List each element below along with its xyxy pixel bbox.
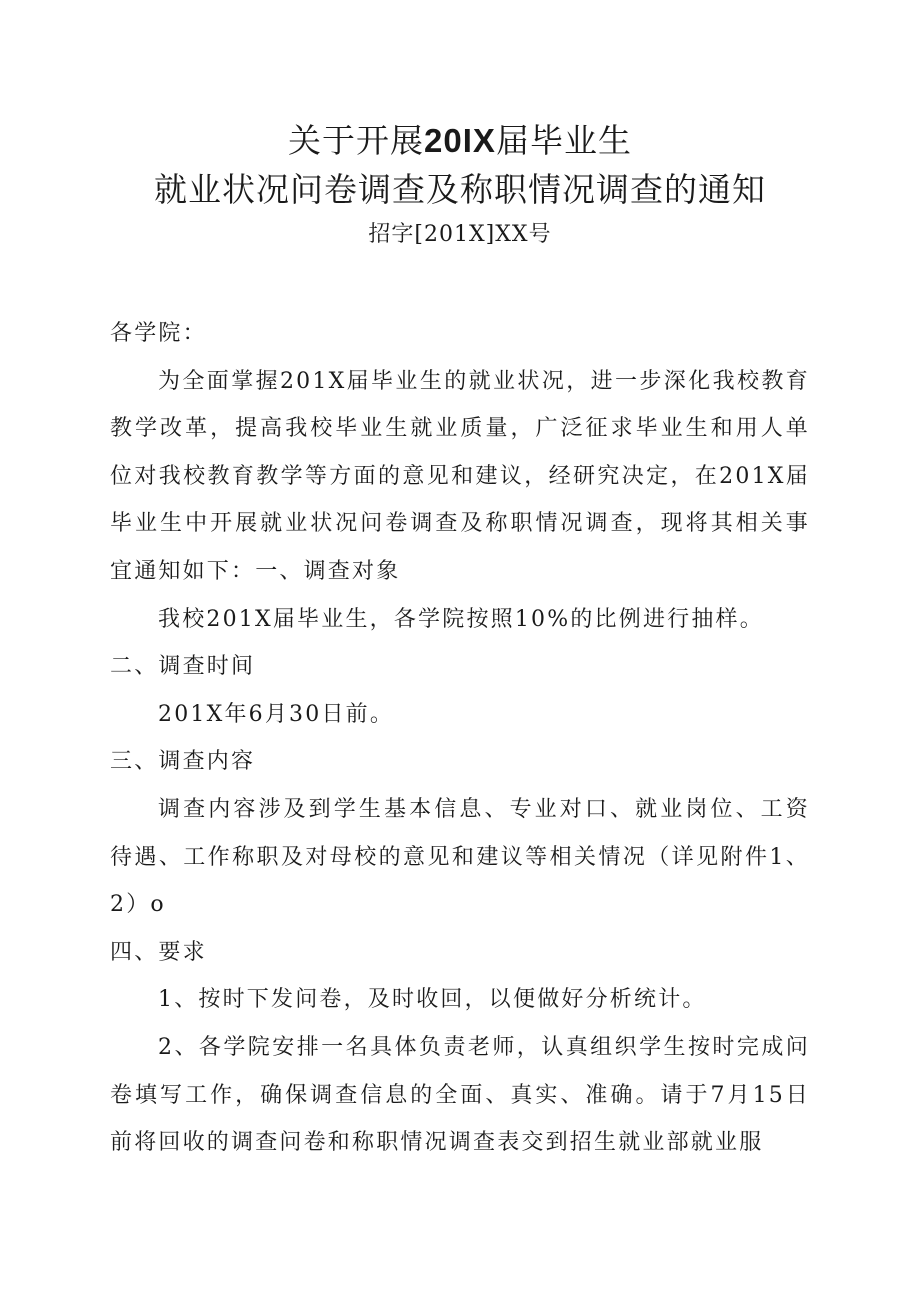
document-body xyxy=(110,310,810,1167)
section-1-content: 我校201X届毕业生，各学院按照10%的比例进行抽样。 xyxy=(158,606,764,632)
title-year: 20IX xyxy=(424,122,496,159)
document-title-line-1 xyxy=(0,121,920,161)
document-title-line-2: 就业状况问卷调查及称职情况调查的通知 xyxy=(154,170,766,209)
section-3-heading: 三、调查内容 xyxy=(110,749,256,775)
title-suffix: 届毕业生 xyxy=(495,121,632,160)
requirement-1: 1、按时下发问卷，及时收回，以便做好分析统计。 xyxy=(158,987,707,1013)
section-4-heading: 四、要求 xyxy=(110,939,207,965)
document-number: 招字[201X]XX号 xyxy=(368,222,552,247)
section-3-content: 调查内容涉及到学生基本信息、专业对口、就业岗位、工资待遇、工作称职及对母校的意见和建议等相关情况（详见附件1、2）o xyxy=(110,796,810,918)
section-2-content: 201X年6月30日前。 xyxy=(158,701,395,727)
intro-paragraph: 为全面掌握201X届毕业生的就业状况，进一步深化我校教育教学改革，提高我校毕业生就业质量，广泛征求毕业生和用人单位对我校教育教学等方面的意见和建议，经研究决定，在201X届毕业生中开展就业状况问卷调查及称职情况调查，现将其相关事宜通知如下：一、调查对象 xyxy=(110,368,810,584)
requirement-2: 2、各学院安排一名具体负责老师，认真组织学生按时完成问卷填写工作，确保调查信息的全面、真实、准确。请于7月15日前将回收的调查问卷和称职情况调查表交到招生就业部就业服 xyxy=(110,1034,810,1156)
section-2-heading: 二、调查时间 xyxy=(110,654,256,680)
title-prefix: 关于开展 xyxy=(288,121,425,160)
salutation: 各学院： xyxy=(110,321,207,346)
